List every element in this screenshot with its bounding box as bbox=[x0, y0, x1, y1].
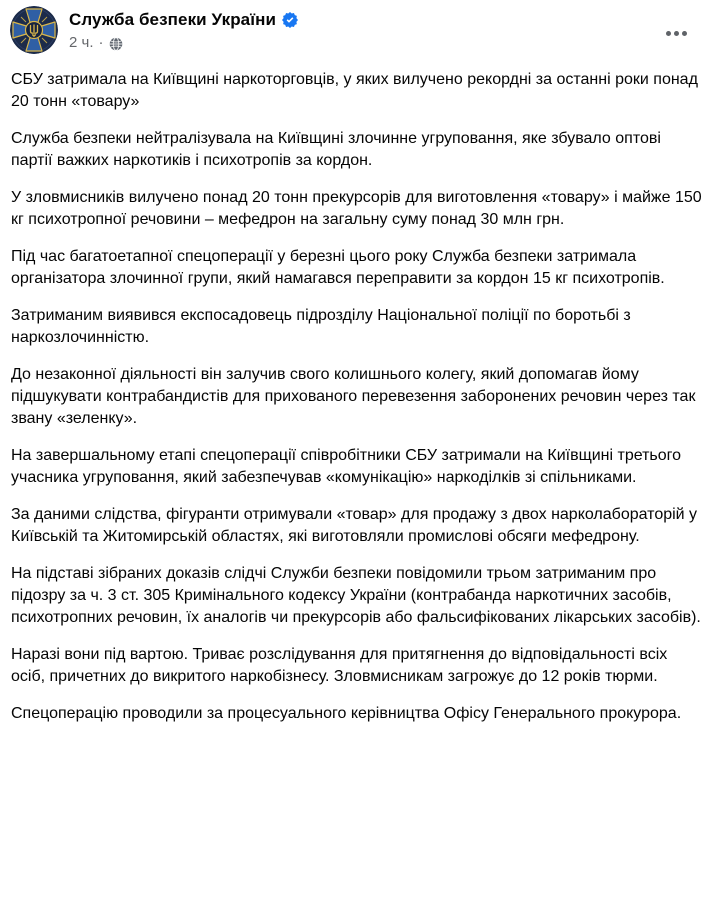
more-options-icon bbox=[666, 31, 671, 36]
post-paragraph: До незаконної діяльності він залучив свого колишнього колегу, який допомагав йому підшукувати контрабандистів для прихованого перевезення заборонених речовин через так звану «зеленку». bbox=[11, 366, 700, 427]
meta-separator: · bbox=[98, 34, 104, 51]
page-avatar[interactable] bbox=[10, 6, 58, 54]
post-meta bbox=[69, 34, 298, 52]
globe-privacy-icon bbox=[109, 37, 123, 51]
more-options-button[interactable] bbox=[658, 19, 694, 47]
page-name[interactable]: Служба безпеки України bbox=[69, 10, 277, 29]
post-paragraph: Спецоперацію проводили за процесуального керівництва Офісу Генерального прокурора. bbox=[11, 705, 682, 722]
post-paragraph: На підставі зібраних доказів слідчі Служби безпеки повідомили трьом затриманим про підозру за ч. 3 ст. 305 Кримінального кодексу України (контрабанда наркотичних засобів, психотропних речовин, їх аналогів чи прекурсорів або фальсифікованих лікарських засобів). bbox=[11, 565, 701, 626]
header-info bbox=[69, 6, 298, 52]
post-timestamp[interactable]: 2 ч. bbox=[69, 34, 94, 51]
post-paragraph: Служба безпеки нейтралізувала на Київщині злочинне угруповання, яке збувало оптові партії важких наркотиків і психотропів за кордон. bbox=[11, 130, 666, 169]
post-body-text bbox=[10, 69, 716, 725]
post-paragraph: Наразі вони під вартою. Триває розслідування для притягнення до відповідальності всіх осіб, причетних до викритого наркобізнесу. Зловмисникам загрожує до 12 років тюрми. bbox=[11, 646, 672, 685]
post-header bbox=[10, 6, 716, 54]
post-paragraph: Під час багатоетапної спецоперації у березні цього року Служба безпеки затримала організатора злочинної групи, який намагався переправити за кордон 15 кг психотропів. bbox=[11, 248, 665, 287]
post-paragraph: За даними слідства, фігуранти отримували «товар» для продажу з двох нарколабораторій у Київській та Житомирській областях, які виготовляли промислові обсяги мефедрону. bbox=[11, 506, 702, 545]
post-paragraph: На завершальному етапі спецоперації співробітники СБУ затримали на Київщині третього учасника угруповання, який забезпечував «комунікацію» наркоділків зі спільниками. bbox=[11, 447, 686, 486]
post-paragraph: СБУ затримала на Київщині наркоторговців, у яких вилучено рекордні за останні роки понад 20 тонн «товару» bbox=[11, 71, 703, 110]
post-paragraph: У зловмисників вилучено понад 20 тонн прекурсорів для виготовлення «товару» і майже 150 кг психотропної речовини – мефедрон на загальну суму понад 30 млн грн. bbox=[11, 189, 707, 228]
sbu-emblem-icon bbox=[10, 6, 58, 54]
post-paragraph: Затриманим виявився експосадовець підрозділу Національної поліції по боротьбі з наркозлочинністю. bbox=[11, 307, 636, 346]
verified-badge-icon bbox=[282, 12, 298, 28]
